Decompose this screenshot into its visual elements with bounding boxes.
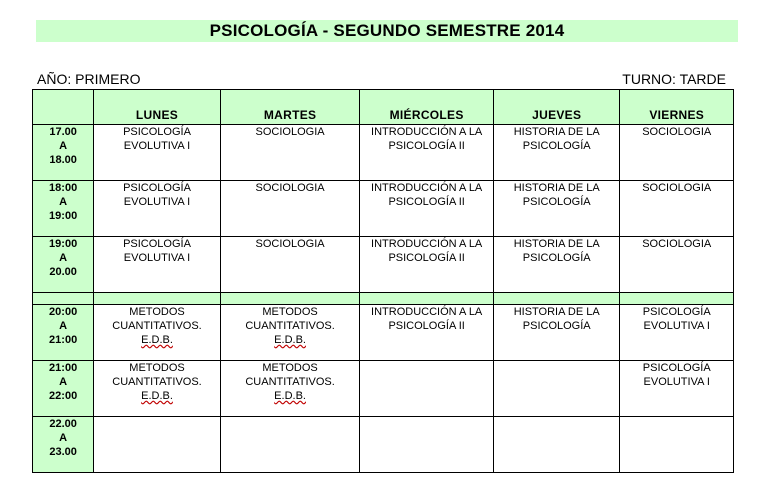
schedule-table xyxy=(32,89,734,473)
cell-line: HISTORIA DE LA xyxy=(513,238,600,250)
cell-line: 22:00 xyxy=(49,390,78,402)
cell-line: A xyxy=(59,252,68,264)
cell-line: HISTORIA DE LA xyxy=(513,306,600,318)
class-cell xyxy=(220,181,360,237)
cell-line: PSICOLOGÍA II xyxy=(388,320,465,332)
class-cell xyxy=(493,181,620,237)
class-cell xyxy=(360,417,494,473)
cell-line: INTRODUCCIÓN A LA xyxy=(371,126,483,138)
cell-line: METODOS xyxy=(129,306,185,318)
class-cell xyxy=(620,361,734,417)
cell-line: METODOS xyxy=(262,362,318,374)
day-header: VIERNES xyxy=(620,90,734,125)
cell-line: PSICOLOGÍA II xyxy=(388,140,465,152)
cell-line: PSICOLOGÍA xyxy=(123,182,191,194)
cell-line: E.D.B. xyxy=(141,390,173,402)
cell-line: PSICOLOGÍA II xyxy=(388,196,465,208)
class-cell xyxy=(620,237,734,293)
cell-line: SOCIOLOGIA xyxy=(642,126,712,138)
class-cell xyxy=(220,125,360,181)
cell-line: PSICOLOGÍA xyxy=(123,238,191,250)
cell-line: SOCIOLOGIA xyxy=(642,182,712,194)
class-cell xyxy=(360,237,494,293)
cell-line: 21:00 xyxy=(49,362,78,374)
table-row xyxy=(33,125,734,181)
cell-line: INTRODUCCIÓN A LA xyxy=(371,238,483,250)
cell-line: E.D.B. xyxy=(274,334,306,346)
cell-line: PSICOLOGÍA xyxy=(522,320,591,332)
class-cell xyxy=(620,417,734,473)
cell-line: SOCIOLOGIA xyxy=(255,126,325,138)
cell-line: CUANTITATIVOS. xyxy=(245,376,335,388)
cell-line: 19:00 xyxy=(49,238,78,250)
time-slot xyxy=(33,361,94,417)
class-cell xyxy=(360,125,494,181)
cell-line: SOCIOLOGIA xyxy=(642,238,712,250)
cell-line: A xyxy=(59,432,68,444)
header-row xyxy=(33,90,734,125)
day-header: LUNES xyxy=(94,90,221,125)
cell-line: EVOLUTIVA I xyxy=(643,320,710,332)
class-cell xyxy=(220,417,360,473)
time-slot xyxy=(33,417,94,473)
page-title: PSICOLOGÍA - SEGUNDO SEMESTRE 2014 xyxy=(209,21,565,40)
table-row xyxy=(33,417,734,473)
cell-line: CUANTITATIVOS. xyxy=(112,376,202,388)
class-cell xyxy=(94,125,221,181)
cell-line: SOCIOLOGIA xyxy=(255,182,325,194)
day-header: MARTES xyxy=(220,90,360,125)
cell-line: METODOS xyxy=(262,306,318,318)
class-cell xyxy=(94,305,221,361)
class-cell xyxy=(493,125,620,181)
class-cell xyxy=(493,237,620,293)
cell-line: 20:00 xyxy=(49,306,78,318)
separator-cell xyxy=(493,293,620,305)
cell-line: 23.00 xyxy=(49,446,77,458)
cell-line: A xyxy=(59,376,68,388)
class-cell xyxy=(493,361,620,417)
cell-line: 17.00 xyxy=(49,126,77,138)
cell-line: PSICOLOGÍA xyxy=(123,126,191,138)
time-header xyxy=(33,90,94,125)
cell-line: 22.00 xyxy=(49,418,77,430)
class-cell xyxy=(220,237,360,293)
separator-cell xyxy=(33,293,94,305)
table-row xyxy=(33,361,734,417)
cell-line: INTRODUCCIÓN A LA xyxy=(371,182,483,194)
class-cell xyxy=(94,361,221,417)
cell-line: 21:00 xyxy=(49,334,78,346)
cell-line: HISTORIA DE LA xyxy=(513,126,600,138)
cell-line: INTRODUCCIÓN A LA xyxy=(371,306,483,318)
cell-line: 18:00 xyxy=(49,182,78,194)
cell-line: EVOLUTIVA I xyxy=(123,252,191,264)
day-header: JUEVES xyxy=(493,90,620,125)
class-cell xyxy=(360,361,494,417)
cell-line: EVOLUTIVA I xyxy=(123,196,191,208)
cell-line: EVOLUTIVA I xyxy=(643,376,710,388)
separator-cell xyxy=(220,293,360,305)
cell-line: PSICOLOGÍA xyxy=(642,362,711,374)
separator-cell xyxy=(360,293,494,305)
cell-line: PSICOLOGÍA xyxy=(522,196,591,208)
class-cell xyxy=(94,237,221,293)
cell-line: HISTORIA DE LA xyxy=(513,182,600,194)
cell-line: SOCIOLOGIA xyxy=(255,238,325,250)
cell-line: PSICOLOGÍA xyxy=(522,140,591,152)
class-cell xyxy=(220,305,360,361)
class-cell xyxy=(493,305,620,361)
shift-label: TURNO: TARDE xyxy=(622,71,726,87)
class-cell xyxy=(620,125,734,181)
cell-line: PSICOLOGÍA II xyxy=(388,252,465,264)
time-slot xyxy=(33,181,94,237)
separator-cell xyxy=(620,293,734,305)
cell-line: E.D.B. xyxy=(141,334,173,346)
cell-line: CUANTITATIVOS. xyxy=(112,320,202,332)
cell-line: PSICOLOGÍA xyxy=(642,306,711,318)
class-cell xyxy=(360,181,494,237)
cell-line: PSICOLOGÍA xyxy=(522,252,591,264)
cell-line: 20.00 xyxy=(49,266,77,278)
year-label: AÑO: PRIMERO xyxy=(37,71,141,87)
cell-line: CUANTITATIVOS. xyxy=(245,320,335,332)
time-slot xyxy=(33,237,94,293)
cell-line: METODOS xyxy=(129,362,185,374)
class-cell xyxy=(620,181,734,237)
class-cell xyxy=(620,305,734,361)
cell-line: A xyxy=(59,320,68,332)
time-slot xyxy=(33,305,94,361)
cell-line: A xyxy=(59,140,68,152)
cell-line: E.D.B. xyxy=(274,390,306,402)
class-cell xyxy=(360,305,494,361)
table-row xyxy=(33,237,734,293)
day-header: MIÉRCOLES xyxy=(360,90,494,125)
cell-line: A xyxy=(59,196,68,208)
class-cell xyxy=(220,361,360,417)
cell-line: EVOLUTIVA I xyxy=(123,140,191,152)
table-row xyxy=(33,181,734,237)
class-cell xyxy=(94,181,221,237)
separator-cell xyxy=(94,293,221,305)
cell-line: 18.00 xyxy=(49,154,77,166)
separator-row xyxy=(33,293,734,305)
class-cell xyxy=(94,417,221,473)
cell-line: 19:00 xyxy=(49,210,78,222)
table-row xyxy=(33,305,734,361)
class-cell xyxy=(493,417,620,473)
time-slot xyxy=(33,125,94,181)
